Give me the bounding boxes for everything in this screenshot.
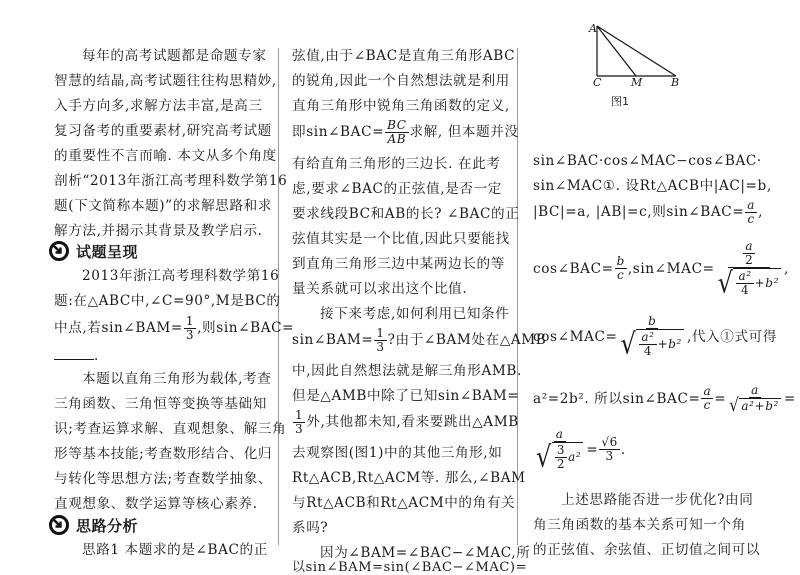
paragraph-line: 有给直角三角形的三边长. 在此考 xyxy=(292,156,501,172)
paragraph-line: 的正弦值、余弦值、正切值之间可以 xyxy=(533,542,761,558)
paragraph-line: 上述思路能否进一步优化?由同 xyxy=(561,492,754,508)
fraction xyxy=(745,199,757,226)
paragraph-line: 每年的高考试题都是命题专家 xyxy=(82,48,267,64)
text-segment: 即sin∠BAC= xyxy=(292,124,385,140)
paragraph-line: sin∠BAC·cos∠MAC−cos∠BAC· xyxy=(533,153,762,169)
paragraph-line: 识;考查运算求解、直观想象、解三角 xyxy=(54,421,287,437)
fraction xyxy=(619,314,686,361)
paragraph-line: 题:在△ABC中,∠C=90°,M是BC的 xyxy=(54,293,281,309)
text-segment: cos∠BAC= xyxy=(533,260,614,277)
paragraph-line: 中,因此自然想法就是解三角形AMB. xyxy=(292,363,522,379)
paragraph-line: 与转化等思想方法;考查数学抽象、 xyxy=(54,471,273,487)
numerator: a xyxy=(703,384,712,398)
paragraph-line: 三角函数、三角恒等变换等基础知 xyxy=(54,396,267,412)
text-segment: . xyxy=(94,348,99,364)
numerator: a xyxy=(745,239,754,253)
text-segment: ,代入①式可得 xyxy=(686,328,778,345)
fraction xyxy=(599,436,619,463)
paragraph-line: 以sin∠BAM=sin(∠BAC−∠MAC)= xyxy=(292,560,528,575)
section-title: 试题呈现 xyxy=(76,242,139,261)
paragraph-line: 弦值其实是一个比值,因此只要能找 xyxy=(292,231,510,247)
text-segment: = xyxy=(783,390,796,407)
denominator: AB xyxy=(387,132,407,146)
segment-ab xyxy=(597,26,676,76)
denominator: c xyxy=(747,212,755,226)
paragraph-line xyxy=(292,408,519,436)
denominator: 4 xyxy=(643,344,653,358)
numerator: 1 xyxy=(295,408,304,422)
denominator: 3 xyxy=(295,422,304,436)
paragraph-line: 复习备考的重要素材,研究高考试题 xyxy=(54,123,272,139)
vertex-label-m: M xyxy=(631,76,643,89)
numerator: b xyxy=(648,314,657,328)
sqrt-denominator xyxy=(727,394,783,416)
paragraph-line xyxy=(533,383,796,416)
text-segment: cos∠MAC= xyxy=(533,328,618,345)
denominator: c xyxy=(703,398,711,412)
vertex-label-a: A xyxy=(589,22,597,35)
paragraph-line: 形等基本技能;考查数形结合、化归 xyxy=(54,446,273,462)
section-heading-analysis xyxy=(48,514,138,536)
answer-blank-line xyxy=(54,348,99,364)
paragraph-line: 要求线段BC和AB的长? ∠BAC的正 xyxy=(292,206,520,222)
text-segment: ?由于∠BAM处在△AMB xyxy=(387,332,547,348)
section-heading-problem xyxy=(48,240,138,262)
numerator: a² xyxy=(738,269,752,283)
paragraph-line: 智慧的结晶,高考试题往往构思精妙, xyxy=(54,73,277,89)
radicand xyxy=(552,442,583,471)
fraction xyxy=(736,270,753,297)
section-arrow-icon xyxy=(48,240,70,262)
paragraph-line: 的重要性不言而喻. 本文从多个角度 xyxy=(54,148,277,164)
denominator: 2 xyxy=(745,253,754,267)
fraction xyxy=(184,315,196,342)
numerator: 1 xyxy=(376,326,385,340)
paragraph-line xyxy=(292,118,519,146)
paragraph-line: 题(下文简称本题)”的求解思路和求 xyxy=(54,198,273,214)
fraction xyxy=(374,327,386,354)
radical-sign: √ xyxy=(620,326,637,361)
fraction xyxy=(701,385,713,412)
paragraph-line: sin∠MAC①. 设Rt△ACB中|AC|=b, xyxy=(533,178,772,194)
vertex-label-b: B xyxy=(671,76,680,89)
denominator: 3 xyxy=(376,340,385,354)
text-segment: = xyxy=(714,390,727,407)
numerator: BC xyxy=(387,118,407,132)
paragraph-line: 2013年浙江高考理科数学第16 xyxy=(82,268,280,284)
paragraph-line: 与Rt△ACB和Rt△ACM中的角有关 xyxy=(292,495,516,511)
fraction xyxy=(385,119,408,146)
paragraph-line: 剖析“2013年浙江高考理科数学第16 xyxy=(54,173,288,189)
paragraph-line xyxy=(54,314,294,342)
fraction xyxy=(727,383,783,416)
text-segment: ,则sin∠BAC= xyxy=(197,320,295,336)
text-segment: . xyxy=(620,441,626,458)
numerator: a xyxy=(555,427,564,441)
paragraph-line: 去观察图(图1)中的其他三角形,如 xyxy=(292,445,503,461)
paragraph-line: 虑,要求∠BAC的正弦值,是否一定 xyxy=(292,181,502,197)
radical-sign: √ xyxy=(536,439,552,474)
paragraph-line: 但是△AMB中除了已知sin∠BAM= xyxy=(292,388,520,404)
numerator: 1 xyxy=(185,314,195,328)
paragraph-line: 接下来考虑,如何利用已知条件 xyxy=(320,306,510,322)
paragraph-line xyxy=(533,427,626,474)
radicand xyxy=(733,268,781,297)
text-segment: , xyxy=(758,204,763,220)
text-segment: |BC|=a, |AB|=c,则sin∠BAC= xyxy=(533,204,745,220)
text-segment: +b² xyxy=(754,276,780,290)
denominator: c xyxy=(617,268,625,282)
fraction xyxy=(615,255,627,282)
paragraph-line: 思路1 本题求的是∠BAC的正 xyxy=(82,542,268,558)
paragraph-line: 因为∠BAM=∠BAC−∠MAC,所 xyxy=(320,545,531,561)
paragraph-line xyxy=(292,326,546,354)
paragraph-line: 本题以直角三角形为载体,考查 xyxy=(82,371,272,387)
numerator: 3 xyxy=(556,443,566,457)
paragraph-line xyxy=(533,198,763,226)
segment-am xyxy=(597,26,636,76)
numerator: a xyxy=(747,198,756,212)
numerator xyxy=(728,240,770,268)
paragraph-line: 系吗? xyxy=(292,520,329,536)
numerator: a² xyxy=(641,330,655,344)
paragraph-line: Rt△ACB,Rt△ACM等. 那么,∠BAM xyxy=(292,470,526,486)
text-segment: a² xyxy=(568,450,582,464)
text-segment: a²=2b². 所以sin∠BAC= xyxy=(533,390,701,407)
denominator: 3 xyxy=(605,449,614,463)
denominator: 3 xyxy=(185,328,195,342)
paragraph-line: 弦值,由于∠BAC是直角三角形ABC xyxy=(292,48,516,64)
paragraph-line: 直角三角形中锐角三角函数的定义, xyxy=(292,98,510,114)
paragraph-line: 入手方向多,求解方法丰富,是高三 xyxy=(54,98,263,114)
radicand: a²+b² xyxy=(741,399,779,413)
numerator: √6 xyxy=(601,435,618,449)
paragraph-line: 的锐角,因此一个自然想法就是利用 xyxy=(292,73,510,89)
radicand xyxy=(636,329,684,358)
paragraph-line: 量关系就可以求出这个比值. xyxy=(292,281,468,297)
fraction xyxy=(639,331,656,358)
paragraph-line: 直观想象、数学运算等核心素养. xyxy=(54,496,258,512)
paragraph-line: 到直角三角形三边中某两边长的等 xyxy=(292,256,505,272)
section-arrow-icon xyxy=(48,514,70,536)
radical-sign: √ xyxy=(717,265,734,300)
fraction xyxy=(716,239,783,300)
answer-blank xyxy=(54,359,94,360)
sqrt-denominator xyxy=(534,439,585,474)
text-segment: 外,其他都未知,看来要跳出△AMB xyxy=(306,414,519,430)
paragraph-line xyxy=(533,314,778,361)
text-segment: , xyxy=(784,260,789,277)
numerator: a xyxy=(751,383,759,397)
text-segment: 中点,若sin∠BAM= xyxy=(54,320,183,336)
numerator: b xyxy=(616,254,625,268)
fraction xyxy=(743,240,755,267)
sqrt-denominator xyxy=(619,326,686,361)
paragraph-line xyxy=(533,239,789,300)
text-segment: sin∠BAM= xyxy=(292,332,374,348)
denominator: 4 xyxy=(740,283,750,297)
paragraph-line: 角三角函数的基本关系可知一个角 xyxy=(533,517,746,533)
fraction xyxy=(534,427,585,474)
text-segment: = xyxy=(586,441,599,458)
radical-sign: √ xyxy=(729,394,740,416)
section-title: 思路分析 xyxy=(76,516,139,535)
fraction xyxy=(293,409,305,436)
sqrt-denominator xyxy=(716,265,783,300)
text-segment: ,sin∠MAC= xyxy=(627,260,715,277)
paragraph-line: 解方法,并揭示其背景及教学启示. xyxy=(54,223,263,239)
text-segment: +b² xyxy=(657,337,682,351)
fraction xyxy=(555,444,567,471)
denominator: 2 xyxy=(556,457,566,471)
text-segment: 求解, 但本题并没 xyxy=(409,124,519,140)
figure-caption: 图1 xyxy=(611,95,629,108)
vertex-label-c: C xyxy=(593,76,602,89)
